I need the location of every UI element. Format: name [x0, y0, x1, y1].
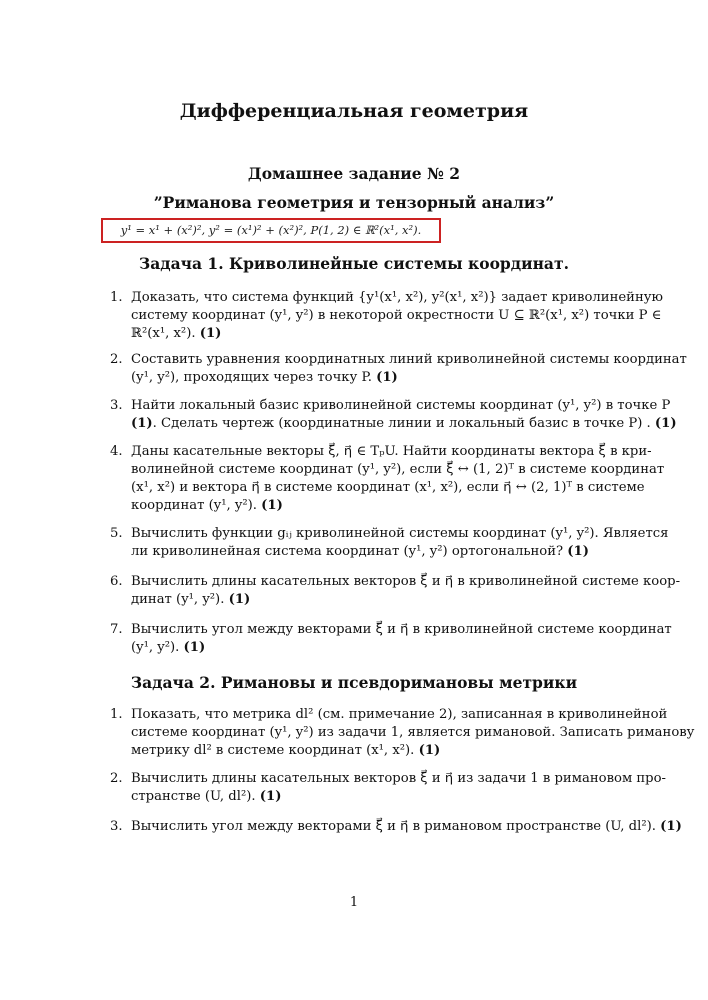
topic-heading: ”Риманова геометрия и тензорный анализ”: [153, 193, 555, 212]
task-number: 1.: [110, 707, 123, 722]
task-text: [131, 706, 695, 760]
points-marker: (1): [183, 640, 206, 655]
task-text: [131, 818, 682, 836]
points-marker: (1): [261, 498, 283, 513]
points-marker: (1): [376, 370, 398, 385]
task-text: [131, 351, 687, 387]
task-text: [131, 770, 667, 806]
points-marker: (1): [654, 416, 677, 431]
points-marker: (1): [199, 326, 222, 341]
task-number: 5.: [110, 526, 123, 541]
points-marker: (1): [567, 544, 589, 559]
task-text-line: ℝ²(x¹, x²). (1): [131, 326, 222, 341]
task-text: [131, 573, 681, 609]
task-number: 2.: [110, 352, 123, 367]
homework-heading: Домашнее задание № 2: [247, 164, 461, 183]
task-text-line: (y¹, y²). (1): [131, 640, 206, 655]
task-text-line: системе координат (y¹, y²) из задачи 1, является римановой. Записать риманову: [131, 725, 695, 740]
task-number: 6.: [110, 574, 123, 589]
task-text: [131, 621, 672, 657]
task-text-line: ли криволинейная система координат (y¹, y²) ортогональной? (1): [131, 544, 589, 559]
task-text-line: волинейной системе координат (y¹, y²), если ξ⃗ ↔ (1, 2)ᵀ в системе координат: [131, 462, 665, 477]
variant-highlight-box: y¹ = x¹ + (x²)², y² = (x¹)² + (x²)², P(1, 2) ∈ ℝ²(x¹, x²).: [101, 218, 441, 243]
document-title: Дифференциальная геометрия: [179, 100, 529, 122]
task-text-line: Даны касательные векторы ξ⃗, η⃗ ∈ TₚU. Найти координаты вектора ξ⃗ в кри-: [131, 444, 652, 459]
section1-title: Задача 1. Криволинейные системы координат.: [139, 254, 569, 273]
points-marker: (1): [660, 819, 682, 834]
task-text-line: метрику dl² в системе координат (x¹, x²). (1): [131, 743, 441, 758]
task-text: [131, 525, 669, 561]
task-text-line: динат (y¹, y²). (1): [131, 592, 251, 607]
task-text-line: Вычислить длины касательных векторов ξ⃗ и η⃗ в криволинейной системе коор-: [131, 574, 681, 589]
task-text-line: странстве (U, dl²). (1): [131, 789, 282, 804]
task-number: 4.: [110, 444, 123, 459]
task-text-line: Показать, что метрика dl² (см. примечание 2), записанная в криволинейной: [131, 707, 668, 722]
points-marker: (1): [418, 743, 441, 758]
task-text-line: Вычислить длины касательных векторов ξ⃗ и η⃗ из задачи 1 в римановом про-: [131, 771, 667, 786]
section2-title: Задача 2. Римановы и псевдоримановы метрики: [130, 673, 578, 692]
task-text-line: (1). Сделать чертеж (координатные линии и локальный базис в точке P) . (1): [131, 416, 677, 431]
task-text: [131, 397, 677, 433]
task-number: 1.: [110, 290, 123, 305]
task-text-line: Вычислить угол между векторами ξ⃗ и η⃗ в римановом пространстве (U, dl²). (1): [131, 819, 682, 834]
task-text-line: (y¹, y²), проходящих через точку P. (1): [131, 370, 398, 385]
task-text-line: Вычислить функции gᵢⱼ криволинейной системы координат (y¹, y²). Является: [131, 526, 669, 541]
points-marker: (1): [259, 789, 282, 804]
points-marker: (1): [228, 592, 251, 607]
task-number: 3.: [110, 819, 123, 834]
task-text: [131, 289, 663, 343]
task-text-line: Доказать, что система функций {y¹(x¹, x²), y²(x¹, x²)} задает криволинейную: [131, 290, 663, 305]
points-marker: (1): [131, 416, 153, 431]
task-text-line: Составить уравнения координатных линий криволинейной системы координат: [131, 352, 687, 367]
page-number: 1: [349, 895, 359, 910]
task-text-line: Вычислить угол между векторами ξ⃗ и η⃗ в криволинейной системе координат: [131, 622, 672, 637]
task-number: 2.: [110, 771, 123, 786]
task-text-line: систему координат (y¹, y²) в некоторой окрестности U ⊆ ℝ²(x¹, x²) точки P ∈: [131, 308, 662, 323]
task-text-line: Найти локальный базис криволинейной системы координат (y¹, y²) в точке P: [131, 398, 671, 413]
task-text-line: координат (y¹, y²). (1): [131, 498, 283, 513]
task-text-line: (x¹, x²) и вектора η⃗ в системе координат (x¹, x²), если η⃗ ↔ (2, 1)ᵀ в системе: [131, 480, 645, 495]
task-number: 3.: [110, 398, 123, 413]
task-number: 7.: [110, 622, 123, 637]
task-text: [131, 443, 665, 515]
